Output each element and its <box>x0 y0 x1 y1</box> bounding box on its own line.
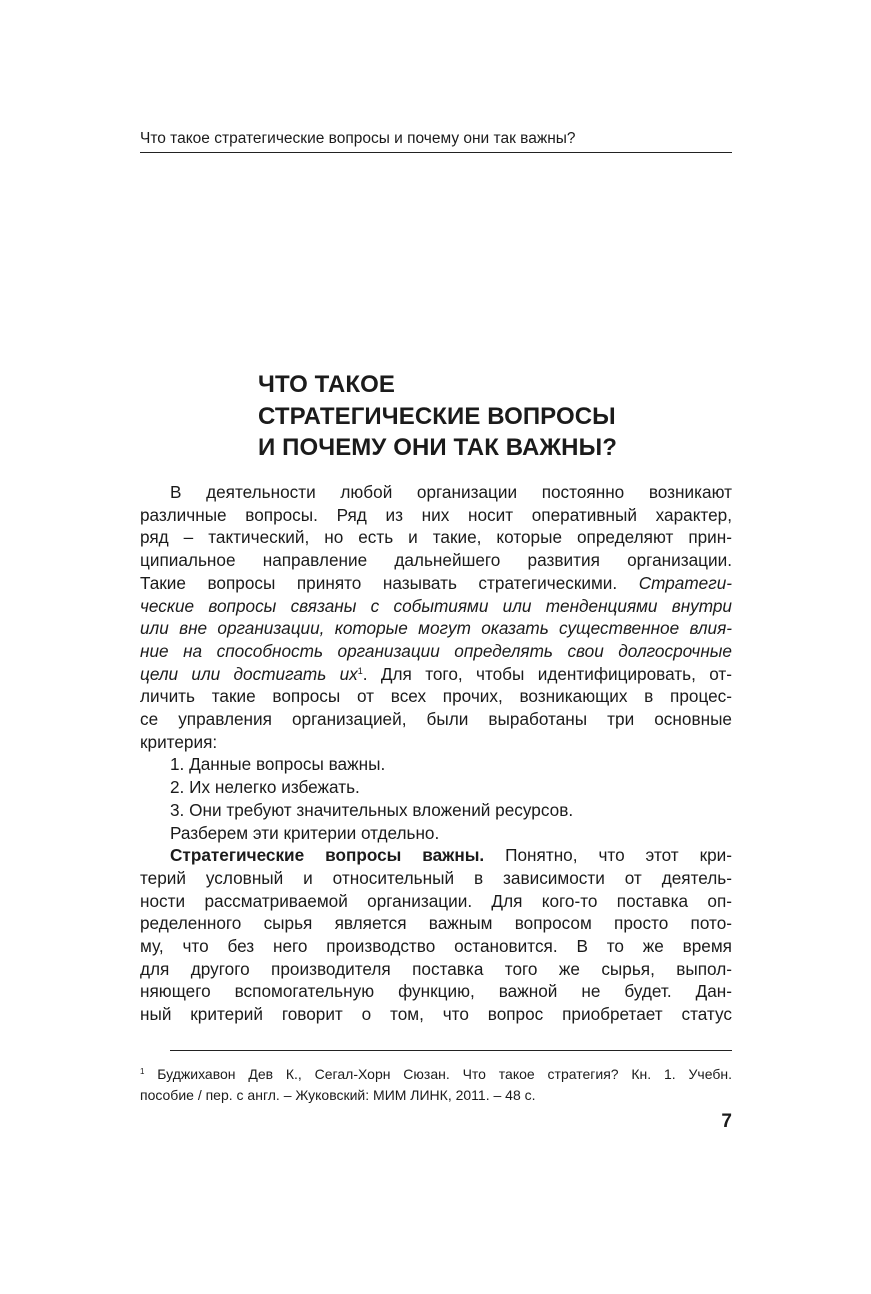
paragraph-1-line: личить такие вопросы от всех прочих, возникающих в процес- <box>140 686 732 707</box>
paragraph-2-line: для другого производителя поставка того же сырья, выпол- <box>140 958 732 979</box>
text-run: Понятно, что этот кри- <box>484 845 732 866</box>
criteria-item: 3. Они требуют значительных вложений ресурсов. <box>170 799 574 820</box>
footnote-reference: 1 <box>357 665 363 676</box>
footnote <box>140 1064 732 1105</box>
paragraph-line: Разберем эти критерии отдельно. <box>170 822 440 843</box>
chapter-title-line-3: И ПОЧЕМУ ОНИ ТАК ВАЖНЫ? <box>258 434 617 461</box>
footnote-marker: 1 <box>140 1067 145 1076</box>
paragraph-1-line: ципиальное направление дальнейшего развития организации. <box>140 550 732 571</box>
paragraph-2-line <box>140 844 732 867</box>
paragraph-2-line: му, что без него производство остановится. В то же время <box>140 936 732 957</box>
paragraph-2-line: няющего вспомогательную функцию, важной не будет. Дан- <box>140 981 732 1002</box>
paragraph-1-line: ряд – тактический, но есть и такие, которые определяют прин- <box>140 527 732 548</box>
paragraph-2-line: ределенного сырья является важным вопросом просто пото- <box>140 913 732 934</box>
definition-line: или вне организации, которые могут оказать существенное влия- <box>140 618 732 639</box>
paragraph-1-line: В деятельности любой организации постоянно возникают <box>170 482 732 502</box>
chapter-title-line-2: СТРАТЕГИЧЕСКИЕ ВОПРОСЫ <box>258 402 616 430</box>
text-run: . Для того, чтобы идентифицировать, от- <box>362 663 732 684</box>
criteria-item: 1. Данные вопросы важны. <box>170 754 386 775</box>
body-text <box>140 481 732 1026</box>
footnote-divider <box>170 1050 732 1051</box>
text-run: Буджихавон Дев К., Сегал-Хорн Сюзан. Что такое стратегия? Кн. 1. Учебн. <box>144 1066 732 1082</box>
paragraph-2-line: терий условный и относительный в зависимости от деятель- <box>140 867 732 888</box>
footnote-line <box>140 1064 732 1085</box>
paragraph-2-line: ный критерий говорит о том, что вопрос приобретает статус <box>140 1004 732 1025</box>
paragraph-1-line: критерия: <box>140 731 218 752</box>
definition-text: Стратеги- <box>638 572 732 593</box>
paragraph-1-line <box>140 663 732 686</box>
chapter-title <box>258 369 738 464</box>
paragraph-1-line <box>140 572 732 595</box>
running-head: Что такое стратегические вопросы и почему они так важны? <box>140 128 732 153</box>
footnote-line: пособие / пер. с англ. – Жуковский: МИМ ЛИНК, 2011. – 48 с. <box>140 1086 536 1103</box>
paragraph-2-line: ности рассматриваемой организации. Для кого-то поставка оп- <box>140 890 732 911</box>
paragraph-1-line: различные вопросы. Ряд из них носит оперативный характер, <box>140 504 732 525</box>
paragraph-1-line: се управления организацией, были выработаны три основные <box>140 709 732 730</box>
criteria-item: 2. Их нелегко избежать. <box>170 777 360 798</box>
section-lead-in: Стратегические вопросы важны. <box>170 845 485 866</box>
chapter-title-line-1: ЧТО ТАКОЕ <box>258 371 395 398</box>
page-number: 7 <box>721 1111 732 1132</box>
text-run: Такие вопросы принято называть стратегическими. <box>140 572 618 593</box>
definition-text: цели или достигать их <box>140 663 358 684</box>
definition-line: ческие вопросы связаны с событиями или тенденциями внутри <box>140 595 732 616</box>
definition-line: ние на способность организации определять свои долгосрочные <box>140 640 732 661</box>
